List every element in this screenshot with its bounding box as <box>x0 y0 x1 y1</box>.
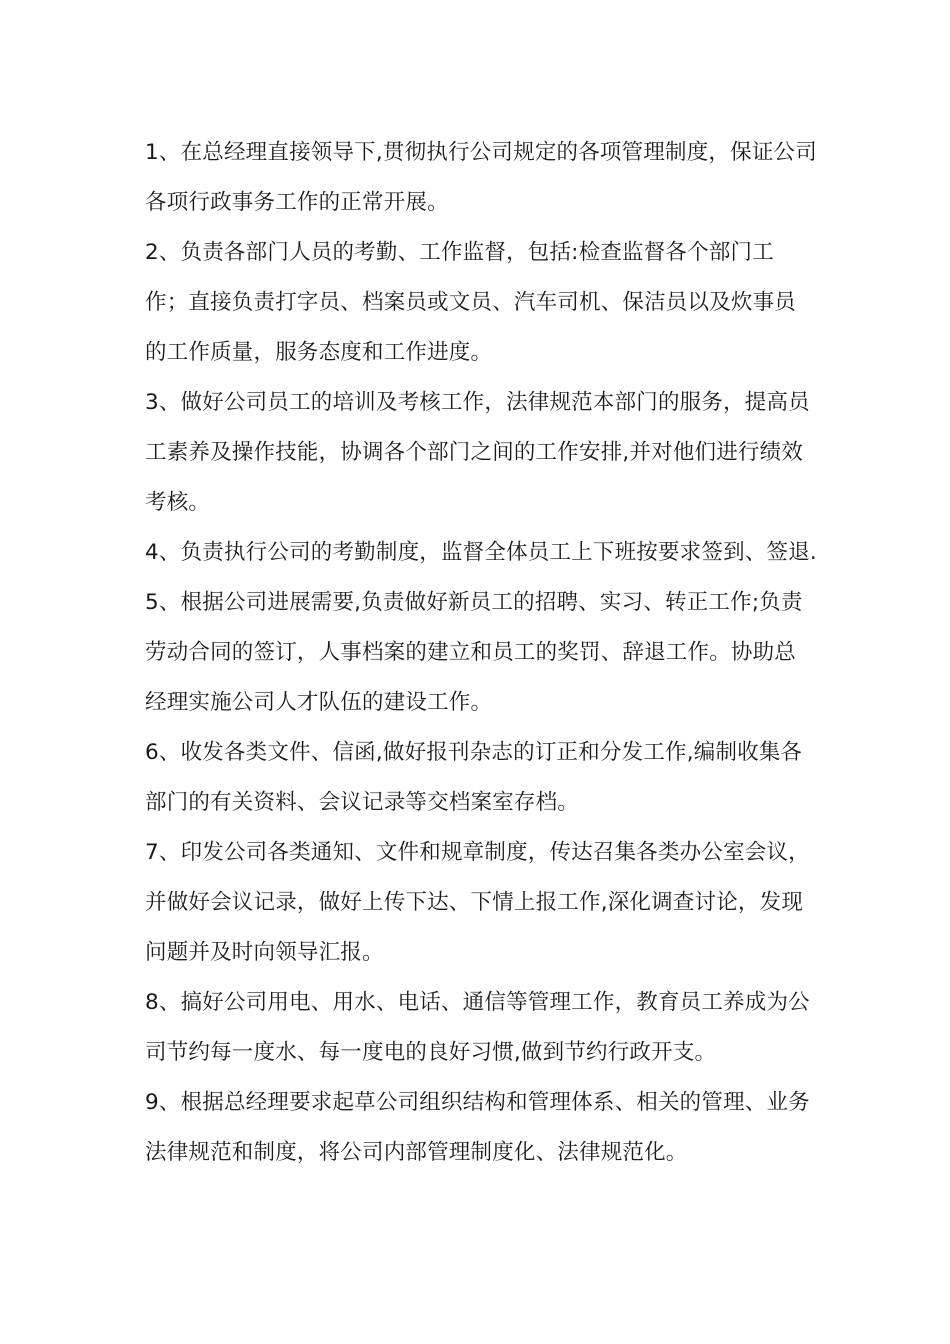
duty-item-2: 2、负责各部门人员的考勤、工作监督，包括:检查监督各个部门工作；直接负责打字员、档案员或文员、汽车司机、保洁员以及炊事员的工作质量，服务态度和工作进度。 <box>145 240 797 365</box>
document-body <box>145 128 817 1178</box>
duty-item-9: 9、根据总经理要求起草公司组织结构和管理体系、相关的管理、业务法律规范和制度，将公司内部管理制度化、法律规范化。 <box>145 1090 810 1165</box>
duty-item-1: 1、在总经理直接领导下,贯彻执行公司规定的各项管理制度，保证公司各项行政事务工作的正常开展。 <box>145 140 817 215</box>
duty-item-8: 8、搞好公司用电、用水、电话、通信等管理工作，教育员工养成为公司节约每一度水、每一度电的良好习惯,做到节约行政开支。 <box>145 990 810 1065</box>
duty-item-6: 6、收发各类文件、信函,做好报刊杂志的订正和分发工作,编制收集各部门的有关资料、会议记录等交档案室存档。 <box>145 740 803 815</box>
duty-item-5: 5、根据公司进展需要,负责做好新员工的招聘、实习、转正工作;负责劳动合同的签订，人事档案的建立和员工的奖罚、辞退工作。协助总经理实施公司人才队伍的建设工作。 <box>145 590 803 715</box>
duty-item-4: 4、负责执行公司的考勤制度，监督全体员工上下班按要求签到、签退. <box>145 540 817 565</box>
duty-item-3: 3、做好公司员工的培训及考核工作，法律规范本部门的服务，提高员工素养及操作技能，协调各个部门之间的工作安排,并对他们进行绩效考核。 <box>145 390 810 515</box>
duty-item-7: 7、印发公司各类通知、文件和规章制度，传达召集各类办公室会议，并做好会议记录，做好上传下达、下情上报工作,深化调查讨论，发现问题并及时向领导汇报。 <box>145 840 810 965</box>
